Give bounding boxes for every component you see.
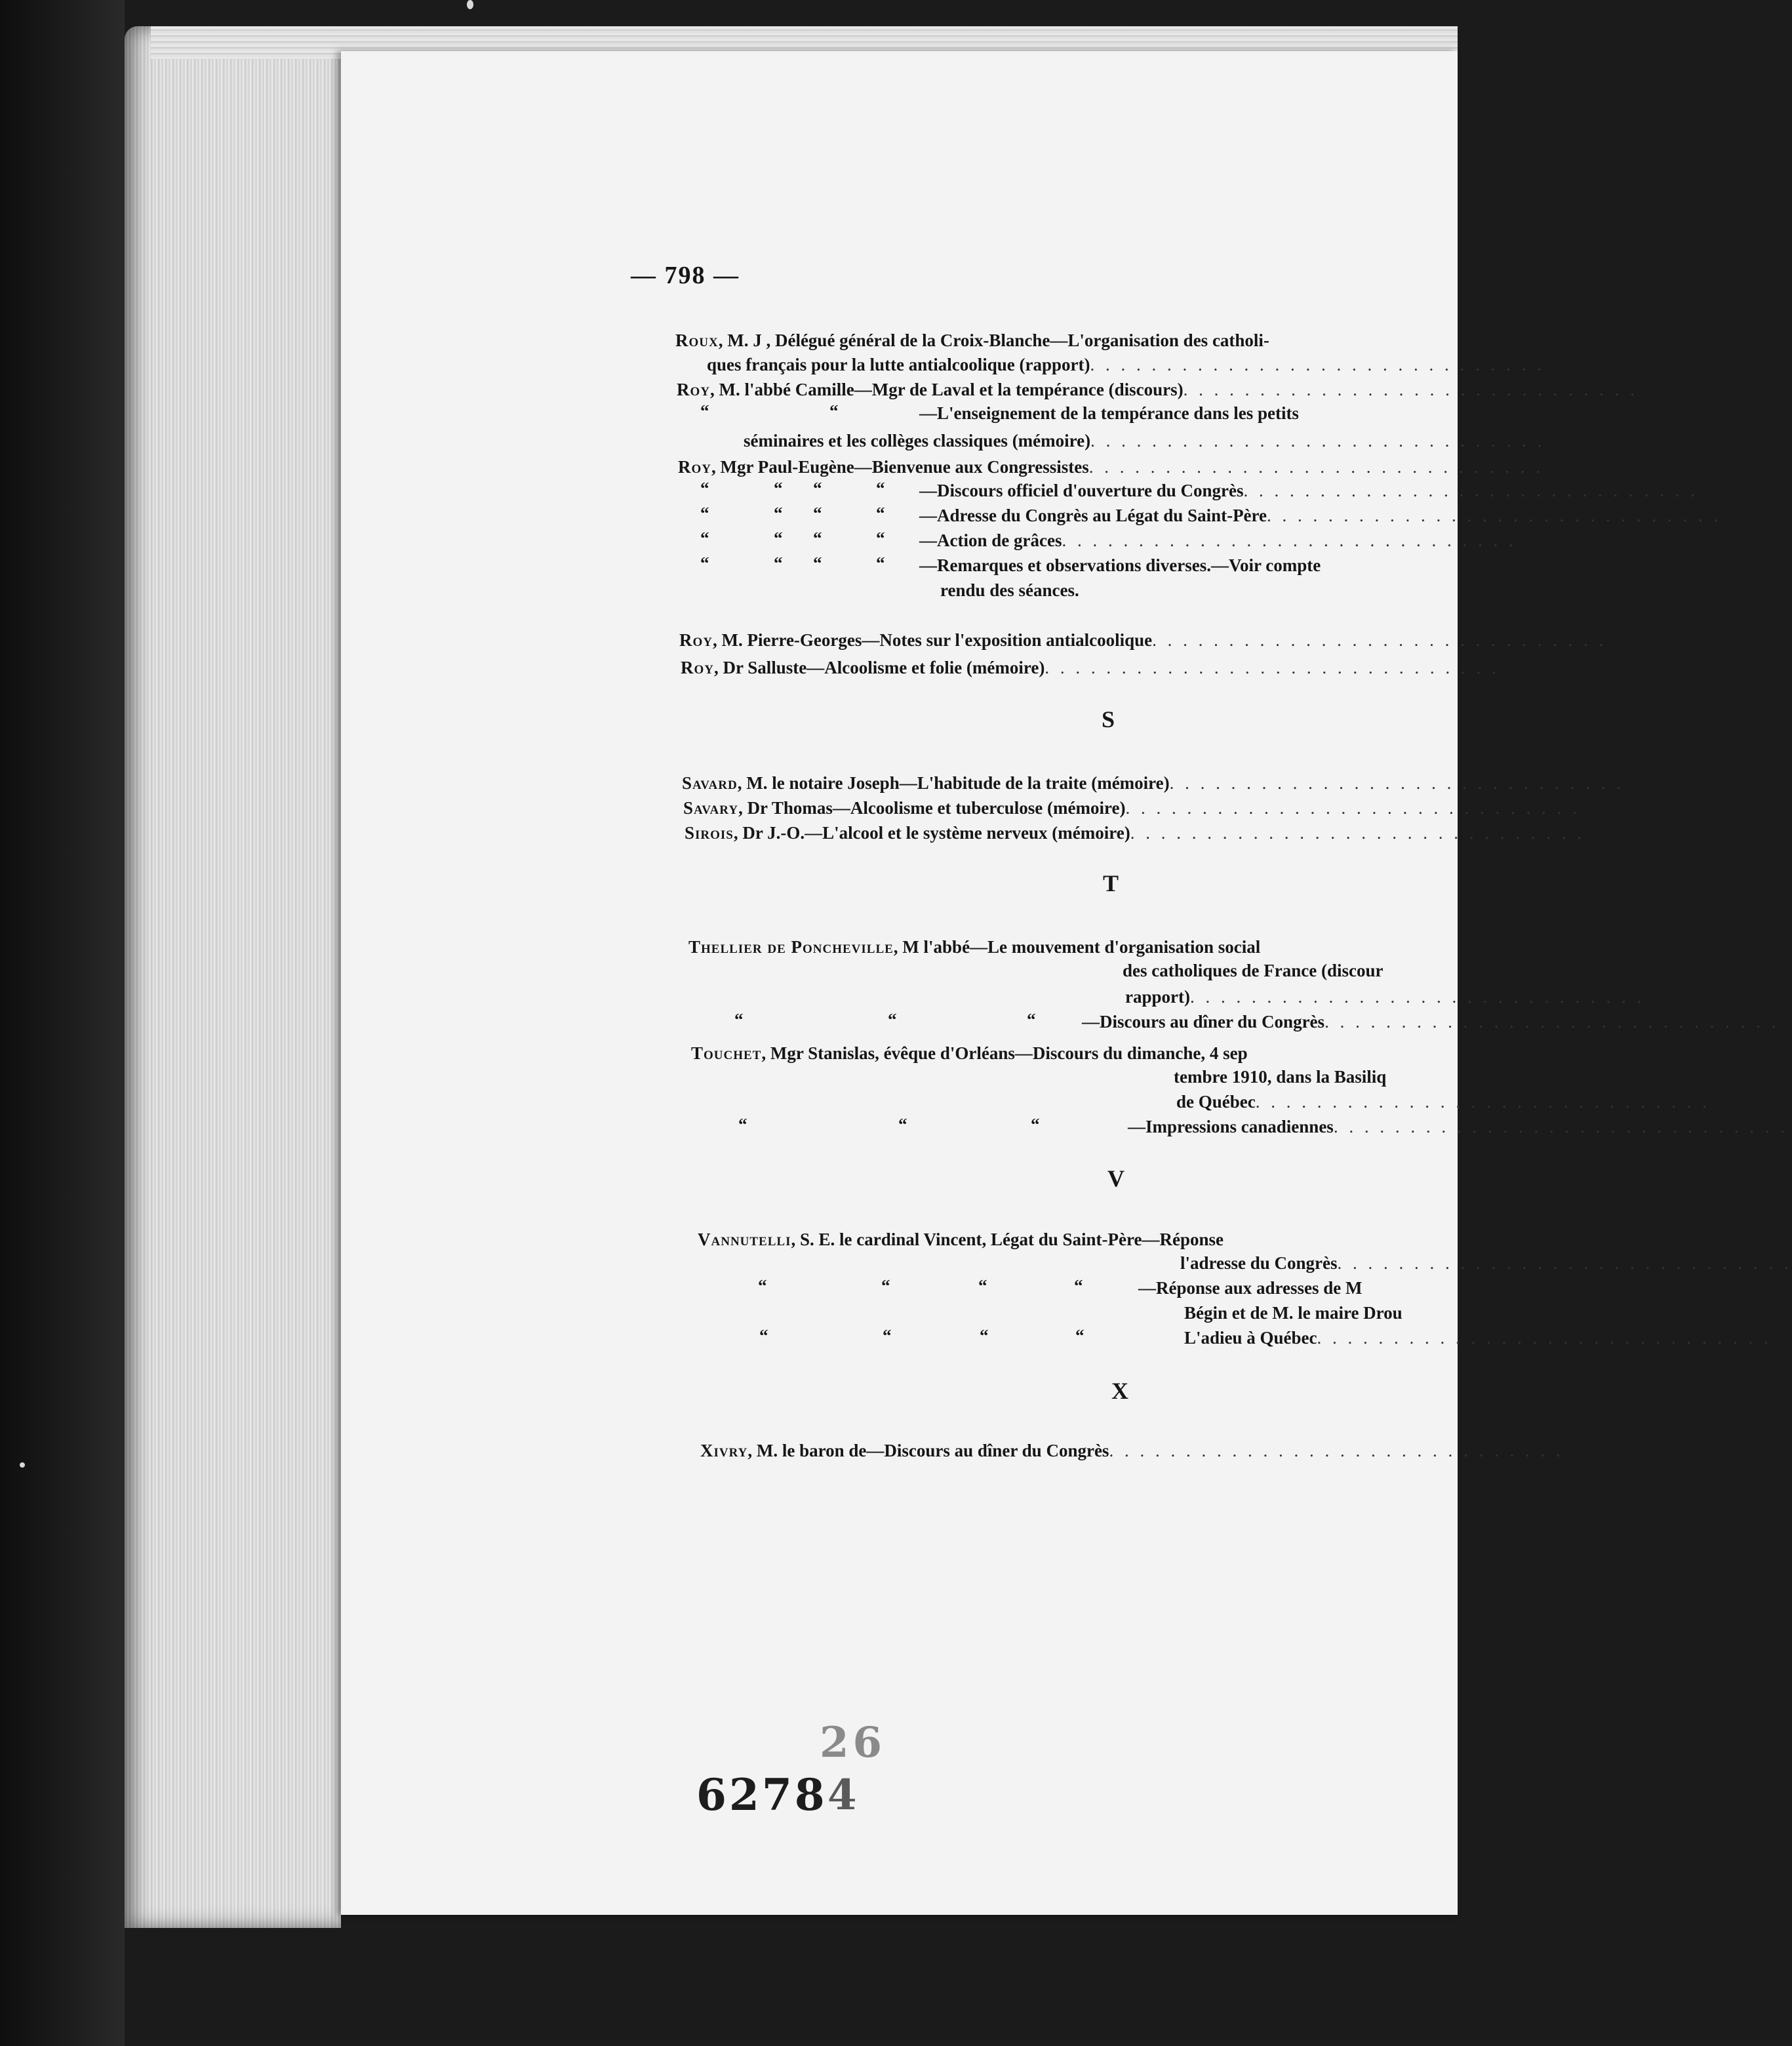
ditto-mark: “	[774, 479, 783, 498]
entry-text: , M. l'abbé Camille—Mgr de Laval et la tempérance (discours)	[710, 380, 1184, 399]
ditto-mark: “	[876, 553, 885, 573]
page-content-clip	[341, 51, 1792, 1915]
handwritten-mark: 4	[827, 1771, 857, 1820]
leader-dots: . . . . . . . . . . . . . . . . . . . . . . . . . . . . . .	[1088, 457, 1544, 477]
index-entry-line	[919, 530, 1517, 551]
index-entry-line	[1184, 1302, 1403, 1323]
handwritten-call-number: 6278	[696, 1769, 827, 1820]
entry-text: L'adieu à Québec	[1184, 1328, 1317, 1348]
leader-dots: . . . . . . . . . . . . . . . . . . . . . . . . . . . . . .	[1337, 1253, 1792, 1273]
index-entry-line	[919, 505, 1721, 526]
index-entry-roy-salluste	[681, 657, 1500, 678]
index-entry-xivry	[700, 1440, 1564, 1461]
section-letter-x: X	[1111, 1378, 1128, 1404]
index-entry-line	[1082, 1011, 1779, 1032]
entry-text: séminaires et les collèges classiques (mémoire)	[744, 431, 1091, 451]
author-name: Savary	[683, 798, 739, 818]
index-entry-line	[707, 354, 1545, 375]
ditto-mark: “	[888, 1010, 897, 1030]
index-entry-thellier	[688, 936, 1260, 957]
index-entry-sirois	[685, 822, 1585, 843]
ditto-mark: “	[876, 504, 885, 523]
ditto-mark: “	[1074, 1276, 1083, 1296]
ditto-mark: “	[813, 504, 822, 523]
entry-text: —Discours officiel d'ouverture du Congrès	[919, 481, 1244, 500]
leader-dots: . . . . . . . . . . . . . . . . . . . . . . . . . . . . . .	[1169, 773, 1624, 793]
index-entry-line	[744, 430, 1545, 451]
entry-text: ques français pour la lutte antialcoolique (rapport)	[707, 355, 1090, 374]
index-entry-roy-paul-eugene	[678, 456, 1543, 477]
ditto-mark: “	[813, 553, 822, 573]
entry-text: —Réponse aux adresses de M	[1138, 1278, 1363, 1298]
author-name: Thellier de Poncheville	[688, 937, 894, 957]
ditto-mark: “	[876, 479, 885, 498]
author-name: Roux	[675, 331, 719, 350]
handwritten-mark: 26	[820, 1718, 886, 1767]
section-letter-v: V	[1107, 1165, 1125, 1192]
entry-text: , S. E. le cardinal Vincent, Légat du Saint-Père—Réponse	[791, 1230, 1224, 1249]
ditto-mark: “	[829, 401, 839, 421]
leader-dots: . . . . . . . . . . . . . . . . . . . . . . . . . . . . . .	[1333, 1117, 1789, 1136]
index-entry-savary	[683, 797, 1580, 818]
leader-dots: . . . . . . . . . . . . . . . . . . . . . . . . . . . . . .	[1062, 531, 1517, 550]
index-entry-line	[1125, 986, 1644, 1007]
ditto-mark: “	[700, 479, 709, 498]
author-name: Sirois	[685, 823, 734, 843]
index-entry-line	[1123, 960, 1384, 981]
section-letter-t: T	[1102, 870, 1119, 896]
author-name: Roy	[678, 457, 711, 477]
ditto-mark: “	[1075, 1326, 1085, 1346]
index-entry-line	[919, 480, 1698, 501]
index-entry-line	[1180, 1253, 1792, 1274]
ditto-mark: “	[700, 401, 709, 421]
ditto-mark: “	[881, 1276, 890, 1296]
index-entry-line	[1128, 1116, 1788, 1137]
leader-dots: . . . . . . . . . . . . . . . . . . . . . . . . . . . . . .	[1152, 630, 1607, 650]
entry-text: rendu des séances.	[940, 580, 1079, 600]
ditto-mark: “	[813, 479, 822, 498]
section-letter-s: S	[1101, 706, 1115, 732]
entry-text: , Dr Thomas—Alcoolisme et tuberculose (mémoire)	[738, 798, 1126, 818]
ditto-mark: “	[813, 529, 822, 548]
ditto-mark: “	[738, 1115, 747, 1134]
ditto-mark: “	[876, 529, 885, 548]
entry-text: Bégin et de M. le maire Drou	[1184, 1303, 1403, 1323]
index-entry-line	[1176, 1091, 1710, 1112]
ditto-mark: “	[978, 1276, 987, 1296]
entry-text: —Adresse du Congrès au Légat du Saint-Père	[919, 506, 1267, 525]
entry-text: , M. J , Délégué général de la Croix-Blanche—L'organisation des catholi-	[718, 331, 1269, 350]
leader-dots: . . . . . . . . . . . . . . . . . . . . . . . . . . . . . .	[1045, 658, 1500, 677]
index-entry-line	[919, 555, 1321, 576]
ditto-mark: “	[700, 553, 709, 573]
author-name: Touchet	[691, 1043, 762, 1063]
author-name: Vannutelli	[698, 1230, 791, 1249]
entry-text: , M. le notaire Joseph—L'habitude de la traite (mémoire)	[737, 773, 1170, 793]
entry-text: , Dr Salluste—Alcoolisme et folie (mémoire)	[714, 658, 1045, 677]
entry-text: l'adresse du Congrès	[1180, 1253, 1338, 1273]
ditto-mark: “	[759, 1326, 768, 1346]
author-name: Xivry	[700, 1441, 748, 1460]
author-name: Roy	[679, 630, 713, 650]
entry-text: , M l'abbé—Le mouvement d'organisation social	[893, 937, 1261, 957]
leader-dots: . . . . . . . . . . . . . . . . . . . . . . . . . . . . . .	[1130, 823, 1585, 843]
entry-text: —Remarques et observations diverses.—Voir compte	[919, 555, 1321, 575]
entry-text: des catholiques de France (discour	[1123, 961, 1384, 980]
entry-text: , Dr J.-O.—L'alcool et le système nerveux (mémoire)	[733, 823, 1130, 843]
index-entry-line	[1174, 1066, 1386, 1087]
ditto-mark: “	[734, 1010, 744, 1030]
index-entry-vannutelli	[698, 1229, 1224, 1250]
entry-text: rapport)	[1125, 987, 1190, 1007]
ditto-mark: “	[1027, 1010, 1036, 1030]
ditto-mark: “	[700, 504, 709, 523]
author-name: Roy	[681, 658, 714, 677]
leader-dots: . . . . . . . . . . . . . . . . . . . . . . . . . . . . . .	[1324, 1012, 1780, 1032]
index-entry-line	[1184, 1327, 1772, 1348]
ditto-mark: “	[1031, 1115, 1040, 1134]
index-entry-roux	[675, 330, 1269, 351]
leader-dots: . . . . . . . . . . . . . . . . . . . . . . . . . . . . . .	[1109, 1441, 1564, 1460]
index-entry-line	[940, 580, 1079, 601]
entry-text: —Impressions canadiennes	[1128, 1117, 1334, 1136]
entry-text: —Discours au dîner du Congrès	[1082, 1012, 1325, 1032]
ditto-mark: “	[774, 529, 783, 548]
ditto-mark: “	[774, 553, 783, 573]
entry-text: , M. le baron de—Discours au dîner du Congrès	[747, 1441, 1109, 1460]
author-name: Roy	[677, 380, 710, 399]
ditto-mark: “	[883, 1326, 892, 1346]
leader-dots: . . . . . . . . . . . . . . . . . . . . . . . . . . . . . .	[1317, 1328, 1772, 1348]
leader-dots: . . . . . . . . . . . . . . . . . . . . . . . . . . . . . .	[1243, 481, 1698, 500]
leader-dots: . . . . . . . . . . . . . . . . . . . . . . . . . . . . . .	[1183, 380, 1638, 399]
index-entry-savard	[682, 772, 1624, 793]
entry-text: , Mgr Stanislas, évêque d'Orléans—Discours du dimanche, 4 sep	[761, 1043, 1248, 1063]
entry-text: —Action de grâces	[919, 531, 1062, 550]
entry-text: de Québec	[1176, 1092, 1256, 1112]
ditto-mark: “	[980, 1326, 989, 1346]
index-entry-roy-camille	[677, 379, 1638, 400]
leader-dots: . . . . . . . . . . . . . . . . . . . . . . . . . . . . . .	[1090, 431, 1545, 451]
leader-dots: . . . . . . . . . . . . . . . . . . . . . . . . . . . . . .	[1090, 355, 1545, 374]
ditto-mark: “	[700, 529, 709, 548]
ditto-mark: “	[758, 1276, 767, 1296]
index-entry-roy-pierre-georges	[679, 630, 1606, 651]
index-entry-touchet	[691, 1043, 1248, 1064]
entry-text: —L'enseignement de la tempérance dans les petits	[919, 403, 1299, 423]
index-entry-line	[919, 403, 1299, 424]
leader-dots: . . . . . . . . . . . . . . . . . . . . . . . . . . . . . .	[1267, 506, 1722, 525]
entry-text: , M. Pierre-Georges—Notes sur l'exposition antialcoolique	[713, 630, 1153, 650]
entry-text: , Mgr Paul-Eugène—Bienvenue aux Congressistes	[711, 457, 1089, 477]
leader-dots: . . . . . . . . . . . . . . . . . . . . . . . . . . . . . .	[1189, 987, 1645, 1007]
leader-dots: . . . . . . . . . . . . . . . . . . . . . . . . . . . . . .	[1255, 1092, 1710, 1112]
page-number: — 798 —	[631, 262, 740, 289]
author-name: Savard	[682, 773, 738, 793]
ditto-mark: “	[774, 504, 783, 523]
entry-text: tembre 1910, dans la Basiliq	[1174, 1067, 1387, 1087]
leader-dots: . . . . . . . . . . . . . . . . . . . . . . . . . . . . . .	[1125, 798, 1580, 818]
index-entry-line	[1138, 1277, 1363, 1298]
ditto-mark: “	[898, 1115, 907, 1134]
